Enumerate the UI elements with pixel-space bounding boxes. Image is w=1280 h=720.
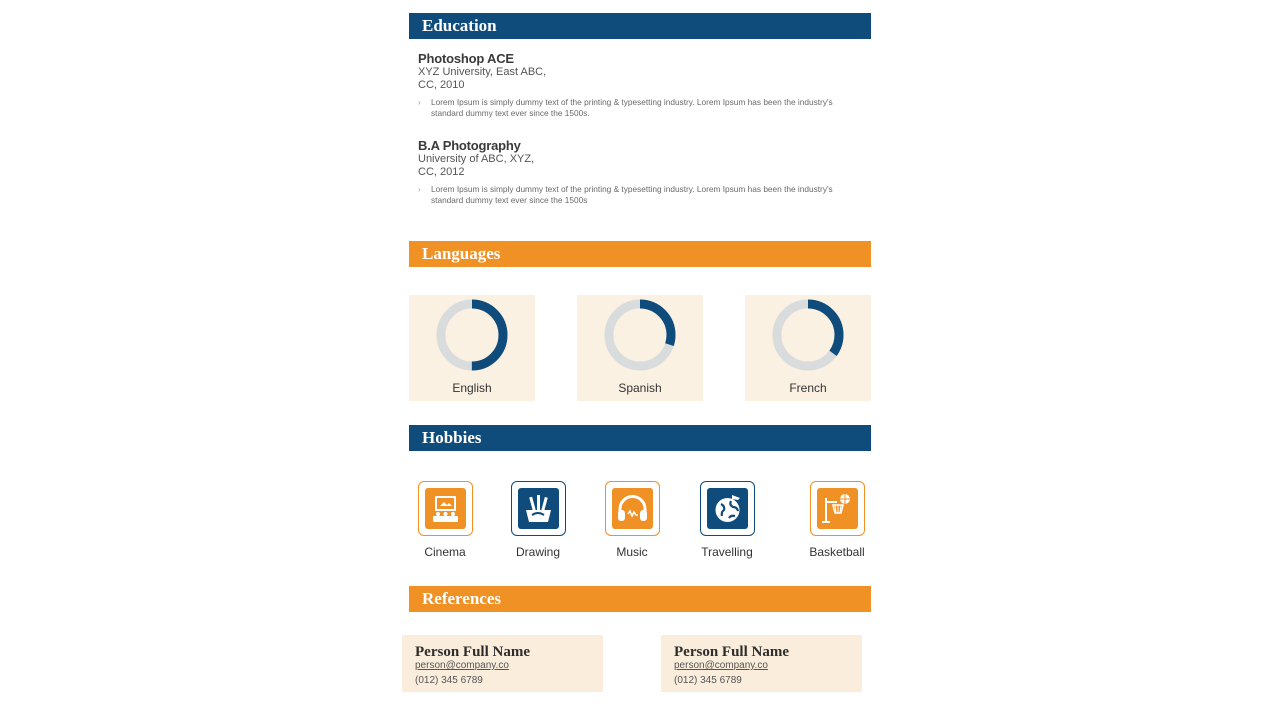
education-location-year: CC, 2012 (418, 166, 465, 178)
bullet-icon: › (418, 98, 421, 107)
language-name: French (789, 381, 827, 395)
hobby-drawing (503, 481, 573, 559)
education-header: Education (409, 13, 871, 39)
education-degree: B.A Photography (418, 138, 521, 153)
hobby-tile (810, 481, 865, 536)
references-header: References (409, 586, 871, 612)
hobby-cinema (410, 481, 480, 559)
hobby-name: Music (616, 545, 648, 559)
reference-card (402, 635, 603, 692)
hobby-travelling (692, 481, 762, 559)
hobby-name: Drawing (515, 545, 560, 559)
languages-header: Languages (409, 241, 871, 267)
language-ring (435, 298, 509, 372)
drawing-icon (518, 488, 559, 529)
hobby-name: Travelling (701, 545, 753, 559)
hobby-music (597, 481, 667, 559)
language-card-french (745, 295, 871, 401)
education-description (418, 184, 838, 206)
reference-name: Person Full Name (674, 644, 789, 660)
headphones-icon (612, 488, 653, 529)
bullet-icon: › (418, 185, 421, 194)
reference-phone: (012) 345 6789 (674, 675, 742, 686)
language-name: Spanish (618, 381, 662, 395)
hobby-tile (511, 481, 566, 536)
reference-card (661, 635, 862, 692)
education-description-text: Lorem Ipsum is simply dummy text of the printing & typesetting industry. Lorem Ipsum has been the industry's standard dummy text ever since the 1500s (431, 184, 833, 205)
hobby-tile (605, 481, 660, 536)
reference-name: Person Full Name (415, 644, 530, 660)
globe-plane-icon (707, 488, 748, 529)
hobby-name: Cinema (424, 545, 466, 559)
language-ring (603, 298, 677, 372)
education-institution: University of ABC, XYZ, (418, 153, 535, 165)
education-location-year: CC, 2010 (418, 79, 465, 91)
language-card-spanish (577, 295, 703, 401)
language-card-english (409, 295, 535, 401)
hobby-tile (700, 481, 755, 536)
basketball-hoop-icon (817, 488, 858, 529)
education-description-text: Lorem Ipsum is simply dummy text of the printing & typesetting industry. Lorem Ipsum has been the industry's standard dummy text ever since the 1500s. (431, 97, 833, 118)
education-item (418, 51, 838, 119)
hobby-tile (418, 481, 473, 536)
hobbies-header: Hobbies (409, 425, 871, 451)
language-name: English (452, 381, 492, 395)
cinema-icon (425, 488, 466, 529)
hobby-name: Basketball (809, 545, 865, 559)
education-institution: XYZ University, East ABC, (418, 66, 547, 78)
hobby-basketball (802, 481, 872, 559)
education-degree: Photoshop ACE (418, 51, 514, 66)
education-item (418, 138, 838, 206)
reference-phone: (012) 345 6789 (415, 675, 483, 686)
language-ring (771, 298, 845, 372)
education-description (418, 97, 838, 119)
reference-email-link[interactable]: person@company.co (415, 660, 509, 671)
reference-email-link[interactable]: person@company.co (674, 660, 768, 671)
